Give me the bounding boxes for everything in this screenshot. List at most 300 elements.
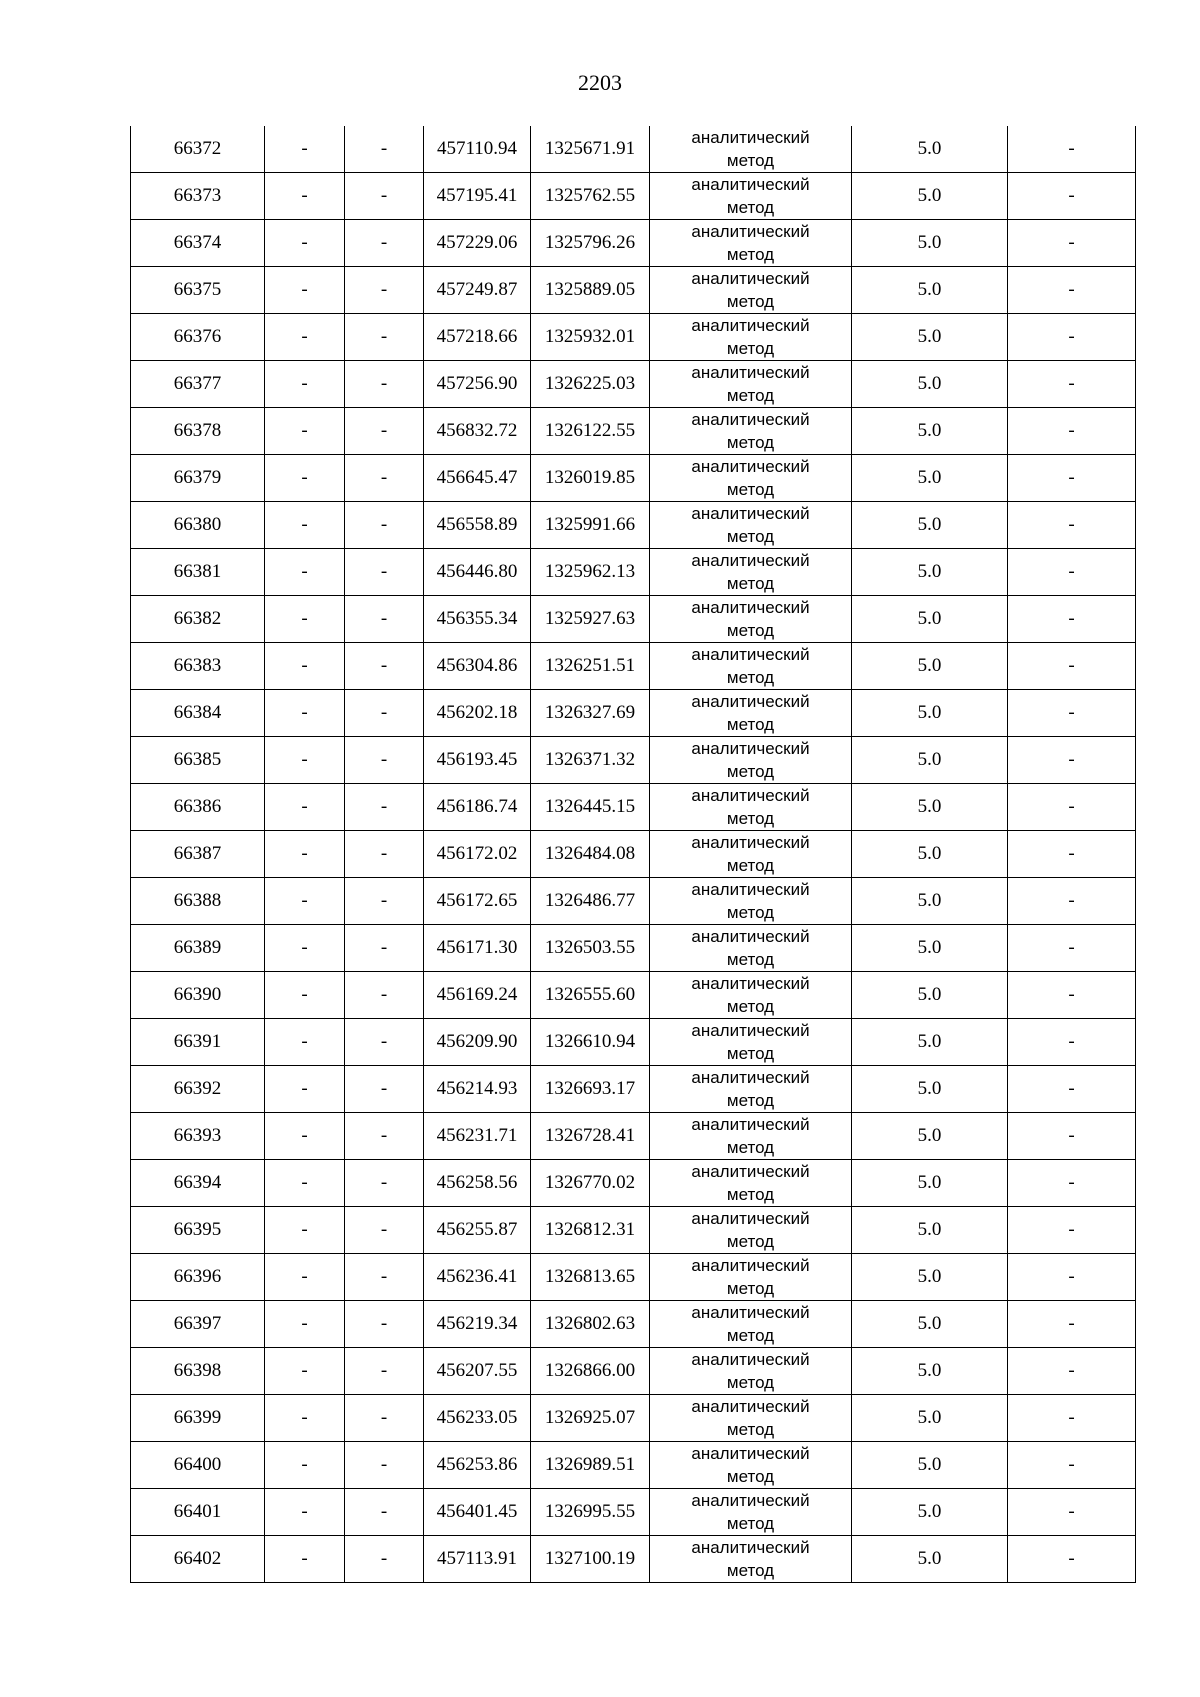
precision-cell: 5.0: [852, 1536, 1008, 1583]
y-coordinate-cell: 1326486.77: [531, 878, 650, 925]
x-coordinate-cell: 456202.18: [424, 690, 531, 737]
table-row: [131, 455, 1136, 502]
precision-cell: 5.0: [852, 1489, 1008, 1536]
y-coordinate-cell: 1326371.32: [531, 737, 650, 784]
method-line-2: метод: [726, 1044, 775, 1063]
method-line-2: метод: [726, 433, 775, 452]
point-number-cell: 66379: [131, 455, 265, 502]
dash-cell: -: [345, 126, 424, 173]
x-coordinate-cell: 456446.80: [424, 549, 531, 596]
dash-cell: -: [1008, 1536, 1136, 1583]
point-number-cell: 66381: [131, 549, 265, 596]
method-line-2: метод: [726, 151, 775, 170]
precision-cell: 5.0: [852, 1113, 1008, 1160]
table-row: [131, 549, 1136, 596]
dash-cell: -: [1008, 831, 1136, 878]
dash-cell: -: [1008, 549, 1136, 596]
method-line-2: метод: [726, 762, 775, 781]
y-coordinate-cell: 1326728.41: [531, 1113, 650, 1160]
y-coordinate-cell: 1326812.31: [531, 1207, 650, 1254]
precision-cell: 5.0: [852, 502, 1008, 549]
dash-cell: -: [1008, 784, 1136, 831]
precision-cell: 5.0: [852, 361, 1008, 408]
precision-cell: 5.0: [852, 455, 1008, 502]
method-line-2: метод: [726, 339, 775, 358]
point-number-cell: 66377: [131, 361, 265, 408]
dash-cell: -: [345, 737, 424, 784]
point-number-cell: 66384: [131, 690, 265, 737]
method-line-1: аналитический: [691, 316, 810, 335]
point-number-cell: 66382: [131, 596, 265, 643]
x-coordinate-cell: 456253.86: [424, 1442, 531, 1489]
point-number-cell: 66388: [131, 878, 265, 925]
dash-cell: -: [1008, 1442, 1136, 1489]
method-line-2: метод: [726, 1091, 775, 1110]
dash-cell: -: [1008, 1395, 1136, 1442]
method-line-1: аналитический: [691, 1115, 810, 1134]
y-coordinate-cell: 1327100.19: [531, 1536, 650, 1583]
dash-cell: -: [345, 220, 424, 267]
point-number-cell: 66392: [131, 1066, 265, 1113]
x-coordinate-cell: 457256.90: [424, 361, 531, 408]
method-line-1: аналитический: [691, 128, 810, 147]
method-line-1: аналитический: [691, 457, 810, 476]
method-line-2: метод: [726, 903, 775, 922]
precision-cell: 5.0: [852, 126, 1008, 173]
precision-cell: 5.0: [852, 1254, 1008, 1301]
method-line-2: метод: [726, 386, 775, 405]
method-cell: [650, 972, 852, 1019]
y-coordinate-cell: 1325991.66: [531, 502, 650, 549]
point-number-cell: 66399: [131, 1395, 265, 1442]
dash-cell: -: [1008, 1301, 1136, 1348]
dash-cell: -: [265, 831, 345, 878]
y-coordinate-cell: 1325762.55: [531, 173, 650, 220]
precision-cell: 5.0: [852, 1019, 1008, 1066]
dash-cell: -: [345, 173, 424, 220]
dash-cell: -: [1008, 596, 1136, 643]
method-line-2: метод: [726, 1326, 775, 1345]
method-cell: [650, 220, 852, 267]
dash-cell: -: [345, 1395, 424, 1442]
dash-cell: -: [265, 690, 345, 737]
precision-cell: 5.0: [852, 596, 1008, 643]
method-line-2: метод: [726, 809, 775, 828]
dash-cell: -: [1008, 1207, 1136, 1254]
dash-cell: -: [345, 408, 424, 455]
dash-cell: -: [265, 972, 345, 1019]
precision-cell: 5.0: [852, 878, 1008, 925]
point-number-cell: 66383: [131, 643, 265, 690]
precision-cell: 5.0: [852, 690, 1008, 737]
method-line-1: аналитический: [691, 692, 810, 711]
dash-cell: -: [1008, 643, 1136, 690]
dash-cell: -: [1008, 314, 1136, 361]
method-line-1: аналитический: [691, 880, 810, 899]
point-number-cell: 66390: [131, 972, 265, 1019]
point-number-cell: 66401: [131, 1489, 265, 1536]
method-line-1: аналитический: [691, 645, 810, 664]
precision-cell: 5.0: [852, 784, 1008, 831]
dash-cell: -: [1008, 1019, 1136, 1066]
table-row: [131, 1019, 1136, 1066]
point-number-cell: 66375: [131, 267, 265, 314]
precision-cell: 5.0: [852, 173, 1008, 220]
coordinates-table: [130, 126, 1136, 1583]
table-row: [131, 831, 1136, 878]
y-coordinate-cell: 1326445.15: [531, 784, 650, 831]
method-cell: [650, 502, 852, 549]
method-line-1: аналитический: [691, 1350, 810, 1369]
x-coordinate-cell: 456401.45: [424, 1489, 531, 1536]
y-coordinate-cell: 1326925.07: [531, 1395, 650, 1442]
point-number-cell: 66395: [131, 1207, 265, 1254]
dash-cell: -: [265, 1442, 345, 1489]
method-line-1: аналитический: [691, 175, 810, 194]
precision-cell: 5.0: [852, 643, 1008, 690]
table-row: [131, 972, 1136, 1019]
y-coordinate-cell: 1325962.13: [531, 549, 650, 596]
dash-cell: -: [265, 596, 345, 643]
x-coordinate-cell: 456171.30: [424, 925, 531, 972]
method-cell: [650, 831, 852, 878]
dash-cell: -: [345, 925, 424, 972]
dash-cell: -: [345, 1348, 424, 1395]
x-coordinate-cell: 456172.65: [424, 878, 531, 925]
dash-cell: -: [1008, 1348, 1136, 1395]
dash-cell: -: [265, 643, 345, 690]
precision-cell: 5.0: [852, 314, 1008, 361]
point-number-cell: 66380: [131, 502, 265, 549]
table-row: [131, 643, 1136, 690]
x-coordinate-cell: 456645.47: [424, 455, 531, 502]
method-cell: [650, 1254, 852, 1301]
table-row: [131, 126, 1136, 173]
method-line-2: метод: [726, 1138, 775, 1157]
point-number-cell: 66400: [131, 1442, 265, 1489]
dash-cell: -: [345, 1442, 424, 1489]
y-coordinate-cell: 1326251.51: [531, 643, 650, 690]
dash-cell: -: [265, 737, 345, 784]
method-cell: [650, 1019, 852, 1066]
method-line-2: метод: [726, 950, 775, 969]
point-number-cell: 66378: [131, 408, 265, 455]
x-coordinate-cell: 456255.87: [424, 1207, 531, 1254]
method-line-2: метод: [726, 1232, 775, 1251]
method-line-2: метод: [726, 1373, 775, 1392]
dash-cell: -: [1008, 1254, 1136, 1301]
method-cell: [650, 408, 852, 455]
dash-cell: -: [345, 314, 424, 361]
precision-cell: 5.0: [852, 925, 1008, 972]
y-coordinate-cell: 1326327.69: [531, 690, 650, 737]
y-coordinate-cell: 1326484.08: [531, 831, 650, 878]
x-coordinate-cell: 456558.89: [424, 502, 531, 549]
dash-cell: -: [345, 784, 424, 831]
x-coordinate-cell: 456219.34: [424, 1301, 531, 1348]
table-row: [131, 1489, 1136, 1536]
method-cell: [650, 1207, 852, 1254]
precision-cell: 5.0: [852, 220, 1008, 267]
table-row: [131, 878, 1136, 925]
x-coordinate-cell: 456193.45: [424, 737, 531, 784]
dash-cell: -: [1008, 690, 1136, 737]
point-number-cell: 66397: [131, 1301, 265, 1348]
method-line-1: аналитический: [691, 1397, 810, 1416]
method-cell: [650, 1489, 852, 1536]
method-cell: [650, 643, 852, 690]
method-line-2: метод: [726, 856, 775, 875]
dash-cell: -: [345, 1160, 424, 1207]
dash-cell: -: [345, 1254, 424, 1301]
method-line-1: аналитический: [691, 927, 810, 946]
dash-cell: -: [345, 596, 424, 643]
point-number-cell: 66386: [131, 784, 265, 831]
precision-cell: 5.0: [852, 267, 1008, 314]
y-coordinate-cell: 1326866.00: [531, 1348, 650, 1395]
dash-cell: -: [1008, 267, 1136, 314]
table-row: [131, 220, 1136, 267]
dash-cell: -: [345, 1113, 424, 1160]
table-row: [131, 1254, 1136, 1301]
precision-cell: 5.0: [852, 972, 1008, 1019]
dash-cell: -: [265, 220, 345, 267]
x-coordinate-cell: 456186.74: [424, 784, 531, 831]
precision-cell: 5.0: [852, 737, 1008, 784]
precision-cell: 5.0: [852, 408, 1008, 455]
dash-cell: -: [345, 455, 424, 502]
point-number-cell: 66373: [131, 173, 265, 220]
dash-cell: -: [345, 878, 424, 925]
x-coordinate-cell: 456169.24: [424, 972, 531, 1019]
method-line-1: аналитический: [691, 269, 810, 288]
method-line-2: метод: [726, 292, 775, 311]
x-coordinate-cell: 456231.71: [424, 1113, 531, 1160]
table-row: [131, 737, 1136, 784]
dash-cell: -: [1008, 972, 1136, 1019]
dash-cell: -: [345, 972, 424, 1019]
method-line-2: метод: [726, 668, 775, 687]
method-line-2: метод: [726, 245, 775, 264]
method-line-1: аналитический: [691, 410, 810, 429]
x-coordinate-cell: 456172.02: [424, 831, 531, 878]
method-cell: [650, 126, 852, 173]
method-line-1: аналитический: [691, 833, 810, 852]
y-coordinate-cell: 1326610.94: [531, 1019, 650, 1066]
precision-cell: 5.0: [852, 1207, 1008, 1254]
point-number-cell: 66372: [131, 126, 265, 173]
dash-cell: -: [1008, 126, 1136, 173]
dash-cell: -: [265, 1113, 345, 1160]
point-number-cell: 66396: [131, 1254, 265, 1301]
table-row: [131, 267, 1136, 314]
method-line-1: аналитический: [691, 1162, 810, 1181]
dash-cell: -: [1008, 1113, 1136, 1160]
method-cell: [650, 925, 852, 972]
dash-cell: -: [265, 126, 345, 173]
x-coordinate-cell: 456258.56: [424, 1160, 531, 1207]
dash-cell: -: [265, 173, 345, 220]
table-row: [131, 314, 1136, 361]
y-coordinate-cell: 1325796.26: [531, 220, 650, 267]
dash-cell: -: [265, 1348, 345, 1395]
dash-cell: -: [345, 1301, 424, 1348]
dash-cell: -: [345, 1489, 424, 1536]
x-coordinate-cell: 456304.86: [424, 643, 531, 690]
method-line-1: аналитический: [691, 222, 810, 241]
point-number-cell: 66398: [131, 1348, 265, 1395]
method-line-2: метод: [726, 715, 775, 734]
y-coordinate-cell: 1325671.91: [531, 126, 650, 173]
point-number-cell: 66394: [131, 1160, 265, 1207]
table-row: [131, 925, 1136, 972]
y-coordinate-cell: 1326503.55: [531, 925, 650, 972]
table-row: [131, 784, 1136, 831]
table-row: [131, 1536, 1136, 1583]
dash-cell: -: [265, 1395, 345, 1442]
y-coordinate-cell: 1326225.03: [531, 361, 650, 408]
table-row: [131, 408, 1136, 455]
method-cell: [650, 1536, 852, 1583]
dash-cell: -: [1008, 502, 1136, 549]
x-coordinate-cell: 457113.91: [424, 1536, 531, 1583]
dash-cell: -: [265, 314, 345, 361]
dash-cell: -: [1008, 455, 1136, 502]
method-cell: [650, 1442, 852, 1489]
dash-cell: -: [265, 1019, 345, 1066]
dash-cell: -: [345, 1536, 424, 1583]
y-coordinate-cell: 1326770.02: [531, 1160, 650, 1207]
x-coordinate-cell: 457249.87: [424, 267, 531, 314]
dash-cell: -: [1008, 1066, 1136, 1113]
dash-cell: -: [265, 267, 345, 314]
y-coordinate-cell: 1326555.60: [531, 972, 650, 1019]
table-row: [131, 1160, 1136, 1207]
method-line-1: аналитический: [691, 598, 810, 617]
method-line-1: аналитический: [691, 974, 810, 993]
method-line-1: аналитический: [691, 1256, 810, 1275]
method-line-1: аналитический: [691, 1303, 810, 1322]
method-line-2: метод: [726, 1514, 775, 1533]
method-line-1: аналитический: [691, 739, 810, 758]
dash-cell: -: [1008, 1160, 1136, 1207]
y-coordinate-cell: 1326019.85: [531, 455, 650, 502]
precision-cell: 5.0: [852, 1348, 1008, 1395]
method-line-2: метод: [726, 997, 775, 1016]
dash-cell: -: [265, 784, 345, 831]
x-coordinate-cell: 457229.06: [424, 220, 531, 267]
dash-cell: -: [265, 1301, 345, 1348]
dash-cell: -: [265, 408, 345, 455]
table-row: [131, 1207, 1136, 1254]
y-coordinate-cell: 1326989.51: [531, 1442, 650, 1489]
dash-cell: -: [345, 549, 424, 596]
dash-cell: -: [265, 549, 345, 596]
dash-cell: -: [1008, 408, 1136, 455]
table-row: [131, 1066, 1136, 1113]
x-coordinate-cell: 456233.05: [424, 1395, 531, 1442]
page-number: 2203: [578, 70, 622, 95]
precision-cell: 5.0: [852, 1301, 1008, 1348]
x-coordinate-cell: 456236.41: [424, 1254, 531, 1301]
point-number-cell: 66374: [131, 220, 265, 267]
method-cell: [650, 455, 852, 502]
table-row: [131, 1301, 1136, 1348]
method-cell: [650, 878, 852, 925]
point-number-cell: 66402: [131, 1536, 265, 1583]
method-line-1: аналитический: [691, 1209, 810, 1228]
method-cell: [650, 690, 852, 737]
method-line-2: метод: [726, 1185, 775, 1204]
x-coordinate-cell: 456355.34: [424, 596, 531, 643]
y-coordinate-cell: 1325927.63: [531, 596, 650, 643]
method-line-2: метод: [726, 1467, 775, 1486]
dash-cell: -: [1008, 925, 1136, 972]
x-coordinate-cell: 456209.90: [424, 1019, 531, 1066]
precision-cell: 5.0: [852, 1395, 1008, 1442]
method-line-1: аналитический: [691, 1444, 810, 1463]
method-line-2: метод: [726, 1279, 775, 1298]
x-coordinate-cell: 456207.55: [424, 1348, 531, 1395]
method-line-2: метод: [726, 480, 775, 499]
dash-cell: -: [265, 925, 345, 972]
method-line-1: аналитический: [691, 1068, 810, 1087]
method-cell: [650, 361, 852, 408]
method-cell: [650, 1113, 852, 1160]
y-coordinate-cell: 1326693.17: [531, 1066, 650, 1113]
method-cell: [650, 1066, 852, 1113]
dash-cell: -: [345, 1066, 424, 1113]
dash-cell: -: [265, 361, 345, 408]
method-cell: [650, 173, 852, 220]
method-cell: [650, 1348, 852, 1395]
dash-cell: -: [265, 455, 345, 502]
y-coordinate-cell: 1326802.63: [531, 1301, 650, 1348]
x-coordinate-cell: 456214.93: [424, 1066, 531, 1113]
table-row: [131, 596, 1136, 643]
x-coordinate-cell: 457195.41: [424, 173, 531, 220]
method-cell: [650, 1160, 852, 1207]
table-row: [131, 361, 1136, 408]
dash-cell: -: [265, 1489, 345, 1536]
dash-cell: -: [345, 502, 424, 549]
dash-cell: -: [265, 502, 345, 549]
precision-cell: 5.0: [852, 1160, 1008, 1207]
method-cell: [650, 784, 852, 831]
x-coordinate-cell: 457218.66: [424, 314, 531, 361]
dash-cell: -: [265, 878, 345, 925]
dash-cell: -: [265, 1536, 345, 1583]
precision-cell: 5.0: [852, 1442, 1008, 1489]
table-row: [131, 173, 1136, 220]
method-cell: [650, 314, 852, 361]
method-line-1: аналитический: [691, 363, 810, 382]
method-cell: [650, 596, 852, 643]
point-number-cell: 66387: [131, 831, 265, 878]
dash-cell: -: [265, 1160, 345, 1207]
method-line-2: метод: [726, 1420, 775, 1439]
dash-cell: -: [345, 267, 424, 314]
method-cell: [650, 1395, 852, 1442]
table-body: [131, 126, 1136, 1583]
dash-cell: -: [1008, 878, 1136, 925]
precision-cell: 5.0: [852, 549, 1008, 596]
dash-cell: -: [1008, 173, 1136, 220]
y-coordinate-cell: 1326122.55: [531, 408, 650, 455]
point-number-cell: 66389: [131, 925, 265, 972]
point-number-cell: 66376: [131, 314, 265, 361]
method-line-1: аналитический: [691, 1538, 810, 1557]
